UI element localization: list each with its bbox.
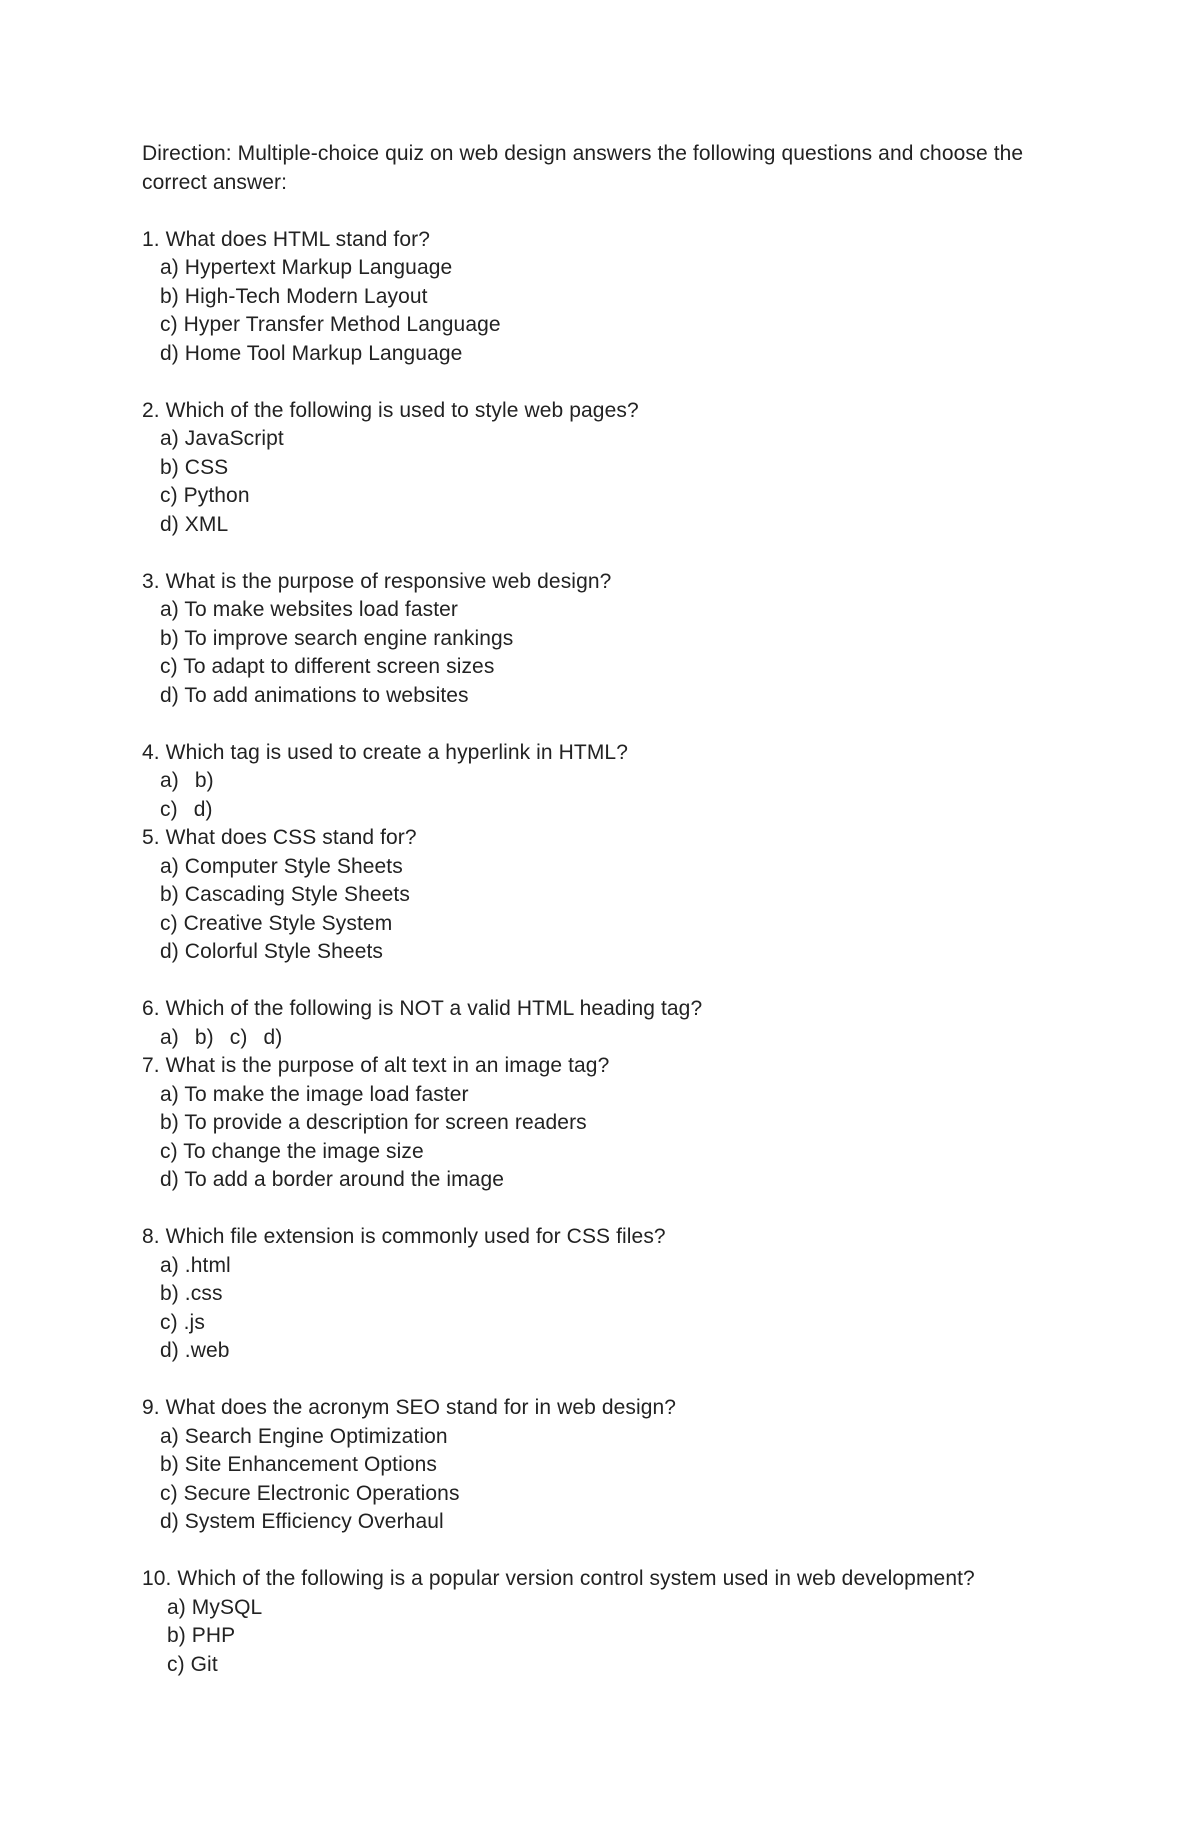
- question-10: [142, 1565, 1062, 1679]
- option-a: a) MySQL: [167, 1595, 263, 1619]
- option-d: d) .web: [160, 1339, 230, 1362]
- option-c: c) Python: [160, 484, 250, 507]
- option-b: b): [194, 769, 214, 792]
- option-c: c): [160, 797, 178, 821]
- option-a: a): [160, 769, 179, 792]
- quiz-document: [142, 140, 1062, 1679]
- question-text: 8. Which file extension is commonly used for CSS files?: [142, 1225, 666, 1248]
- option-list: [142, 596, 1062, 710]
- option-b: b) High-Tech Modern Layout: [160, 284, 428, 308]
- option-c: c) Creative Style System: [160, 911, 393, 935]
- question-4: [142, 739, 1062, 825]
- option-list: [142, 1252, 1062, 1366]
- option-row: [142, 1024, 1062, 1053]
- question-2: [142, 397, 1062, 540]
- option-a: a) JavaScript: [160, 427, 284, 450]
- option-a: a) Hypertext Markup Language: [160, 256, 453, 279]
- question-text: 5. What does CSS stand for?: [142, 826, 417, 849]
- option-b: b) To improve search engine rankings: [160, 626, 514, 650]
- direction-text: Direction: Multiple-choice quiz on web design answers the following questions and choose the correct answer:: [142, 142, 1024, 194]
- option-list: [142, 1423, 1062, 1537]
- option-a: a) Computer Style Sheets: [160, 854, 403, 878]
- option-list: [142, 1024, 1062, 1053]
- option-row: [142, 767, 1062, 796]
- option-d: d) Colorful Style Sheets: [160, 940, 384, 963]
- option-d: d): [193, 797, 213, 821]
- option-d: d) XML: [160, 512, 229, 536]
- option-b: b) PHP: [167, 1624, 236, 1647]
- option-c: c) Secure Electronic Operations: [160, 1481, 460, 1505]
- option-b: b): [194, 1025, 214, 1049]
- option-d: d) Home Tool Markup Language: [160, 341, 463, 365]
- option-b: b) To provide a description for screen readers: [160, 1111, 587, 1134]
- option-d: d): [263, 1025, 283, 1049]
- option-list: [142, 767, 1062, 824]
- question-7: [142, 1052, 1062, 1195]
- option-b: b) .css: [160, 1282, 223, 1305]
- option-d: d) To add animations to websites: [160, 683, 469, 707]
- question-text: 4. Which tag is used to create a hyperlink in HTML?: [142, 740, 628, 764]
- option-a: a) To make the image load faster: [160, 1082, 469, 1106]
- option-list: [142, 254, 1062, 368]
- question-text: 3. What is the purpose of responsive web design?: [142, 569, 612, 593]
- question-text: 7. What is the purpose of alt text in an image tag?: [142, 1054, 610, 1077]
- question-text: 9. What does the acronym SEO stand for in web design?: [142, 1396, 677, 1419]
- question-text: 10. Which of the following is a popular version control system used in web development?: [142, 1567, 975, 1590]
- question-text: 1. What does HTML stand for?: [142, 227, 430, 251]
- option-a: a): [160, 1025, 179, 1049]
- option-b: b) Cascading Style Sheets: [160, 883, 410, 906]
- option-b: b) Site Enhancement Options: [160, 1453, 438, 1476]
- option-d: d) To add a border around the image: [160, 1168, 505, 1191]
- option-d: d) System Efficiency Overhaul: [160, 1510, 444, 1533]
- option-list: [142, 1594, 1062, 1680]
- option-a: a) Search Engine Optimization: [160, 1424, 448, 1448]
- option-c: c) .js: [160, 1310, 205, 1334]
- question-9: [142, 1394, 1062, 1537]
- option-c: c) To adapt to different screen sizes: [160, 655, 495, 678]
- question-text: 6. Which of the following is NOT a valid HTML heading tag?: [142, 997, 703, 1020]
- question-1: [142, 226, 1062, 369]
- option-b: b) CSS: [160, 455, 229, 479]
- question-8: [142, 1223, 1062, 1366]
- option-list: [142, 853, 1062, 967]
- option-c: c) Hyper Transfer Method Language: [160, 313, 501, 336]
- option-row: [142, 796, 1062, 825]
- question-6: [142, 995, 1062, 1052]
- option-a: a) .html: [160, 1253, 231, 1277]
- option-c: c) To change the image size: [160, 1139, 424, 1163]
- question-3: [142, 568, 1062, 711]
- option-list: [142, 1081, 1062, 1195]
- option-list: [142, 425, 1062, 539]
- option-a: a) To make websites load faster: [160, 598, 459, 621]
- question-5: [142, 824, 1062, 967]
- question-text: 2. Which of the following is used to style web pages?: [142, 398, 639, 422]
- option-c: c): [229, 1025, 248, 1049]
- option-c: c) Git: [167, 1652, 218, 1676]
